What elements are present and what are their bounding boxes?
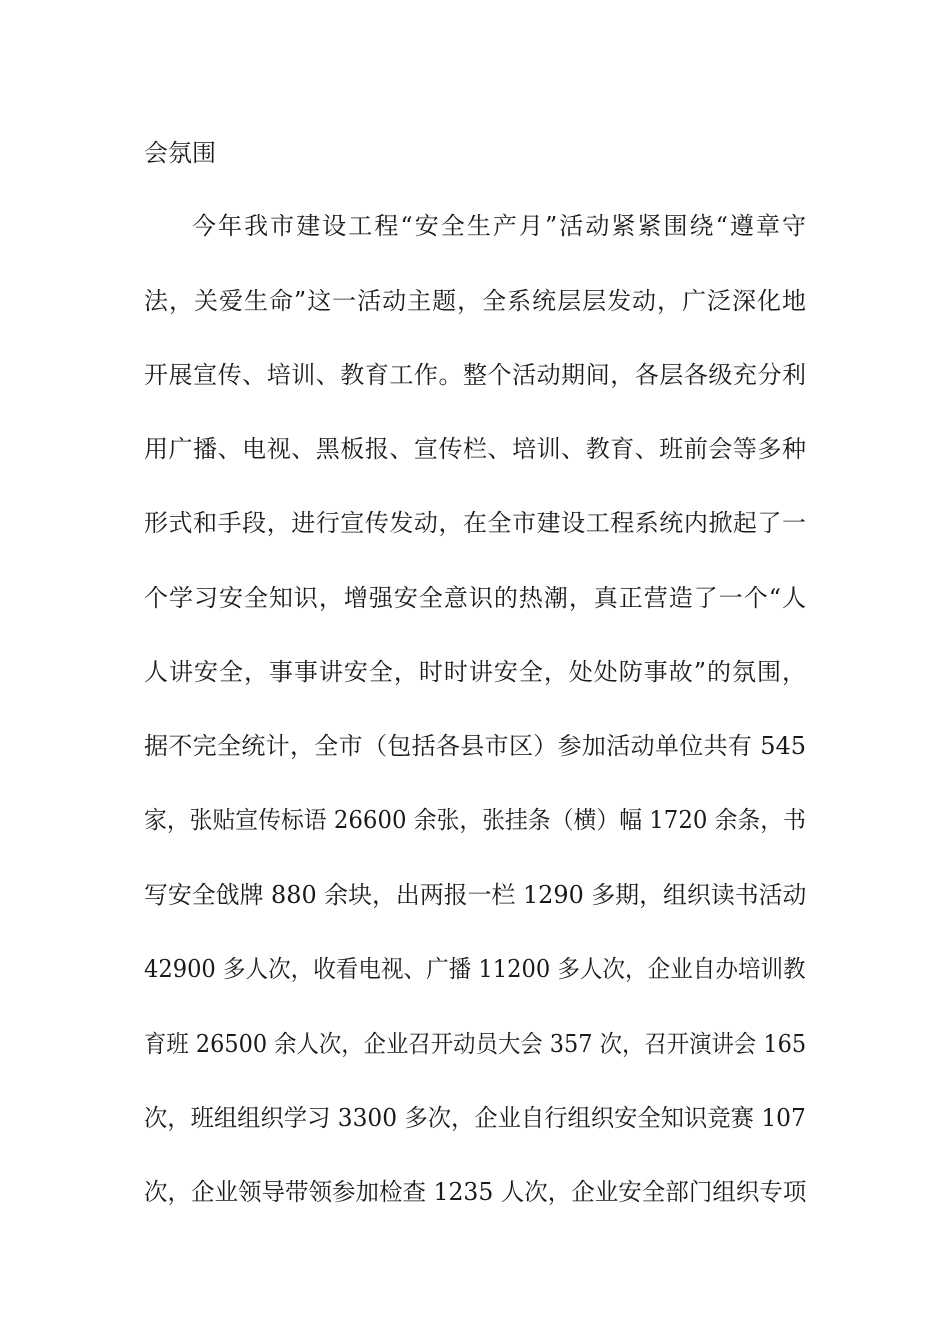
text-line-9: 据不完全统计，全市（包括各县市区）参加活动单位共有 545 — [144, 732, 806, 760]
text-line-8: 人讲安全，事事讲安全，时时讲安全，处处防事故”的氛围， — [144, 658, 806, 686]
text-line-14: 次，班组组织学习 3300 多次，企业自行组织安全知识竞赛 107 — [144, 1104, 806, 1132]
text-line-10: 家，张贴宣传标语 26600 余张，张挂条（横）幅 1720 余条，书 — [144, 806, 806, 834]
text-line-6: 形式和手段，进行宣传发动，在全市建设工程系统内掀起了一 — [144, 509, 806, 537]
paragraph-first-line: 今年我市建设工程“安全生产月”活动紧紧围绕“遵章守 — [192, 212, 806, 240]
text-line-12: 42900 多人次，收看电视、广播 11200 多人次，企业自办培训教 — [144, 955, 806, 983]
text-line-1: 会氛围 — [144, 139, 216, 167]
text-line-5: 用广播、电视、黑板报、宣传栏、培训、教育、班前会等多种 — [144, 435, 806, 463]
text-line-11: 写安全戗牌 880 余块，出两报一栏 1290 多期，组织读书活动 — [144, 881, 807, 909]
text-line-3: 法，关爱生命”这一活动主题，全系统层层发动，广泛深化地 — [144, 287, 806, 315]
text-line-4: 开展宣传、培训、教育工作。整个活动期间，各层各级充分利 — [144, 361, 806, 389]
text-line-7: 个学习安全知识，增强安全意识的热潮，真正营造了一个“人 — [144, 584, 806, 612]
text-line-13: 育班 26500 余人次，企业召开动员大会 357 次，召开演讲会 165 — [144, 1030, 807, 1058]
text-line-15: 次，企业领导带领参加检查 1235 人次，企业安全部门组织专项 — [144, 1178, 807, 1206]
